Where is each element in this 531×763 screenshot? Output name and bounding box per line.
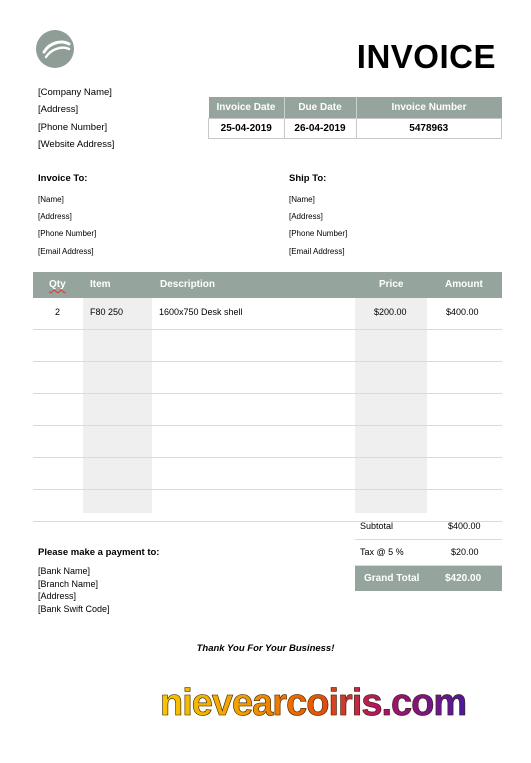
company-phone: [Phone Number] <box>38 121 108 133</box>
invoice-number-value: 5478963 <box>356 119 502 139</box>
table-row <box>33 362 502 394</box>
branch-name: [Branch Name] <box>38 578 99 589</box>
invoice-to-heading: Invoice To: <box>38 173 88 184</box>
table-row <box>33 426 502 458</box>
table-row <box>33 458 502 490</box>
ship-to-phone: [Phone Number] <box>289 229 348 239</box>
tax-label: Tax @ 5 % <box>360 547 404 557</box>
table-row <box>33 394 502 426</box>
qty-header: Qty <box>49 279 66 290</box>
row-description: 1600x750 Desk shell <box>159 307 243 317</box>
subtotal-value: $400.00 <box>448 521 481 531</box>
row-qty: 2 <box>55 307 61 317</box>
company-info <box>38 84 114 153</box>
subtotal-label: Subtotal <box>360 521 394 531</box>
company-name: [Company Name] <box>38 87 112 98</box>
due-date-header: Due Date <box>284 97 356 119</box>
row-item: F80 250 <box>90 307 124 317</box>
grand-total-label: Grand Total <box>364 573 420 584</box>
invoice-to-name: [Name] <box>38 195 64 204</box>
swoosh-logo-icon <box>36 30 74 68</box>
bank-name: [Bank Name] <box>38 566 91 576</box>
ship-to-heading: Ship To: <box>289 173 327 184</box>
company-website: [Website Address] <box>38 138 115 150</box>
invoice-number-header: Invoice Number <box>356 97 502 119</box>
ship-to-block <box>289 191 347 260</box>
bank-swift-code: [Bank Swift Code] <box>38 603 110 614</box>
description-header: Description <box>160 279 216 290</box>
site-watermark: nievearcoiris.com <box>160 682 467 724</box>
invoice-to-block <box>38 191 96 260</box>
payment-heading: Please make a payment to: <box>38 547 160 558</box>
tax-value: $20.00 <box>451 547 479 557</box>
table-row <box>33 298 502 330</box>
table-row <box>33 330 502 362</box>
invoice-to-email: [Email Address] <box>38 246 94 256</box>
amount-header: Amount <box>445 279 483 290</box>
row-amount: $400.00 <box>446 307 479 317</box>
invoice-to-phone: [Phone Number] <box>38 229 97 239</box>
item-header: Item <box>90 279 111 290</box>
company-address: [Address] <box>38 104 79 116</box>
payment-details <box>38 565 110 615</box>
due-date-value: 26-04-2019 <box>284 119 356 139</box>
ship-to-name: [Name] <box>289 195 315 204</box>
grand-total-row <box>355 566 502 591</box>
invoice-date-value: 25-04-2019 <box>209 119 285 139</box>
subtotal-row <box>355 514 502 540</box>
invoice-to-address: [Address] <box>38 212 72 222</box>
invoice-meta-table <box>208 97 502 139</box>
invoice-date-header: Invoice Date <box>209 97 285 119</box>
thank-you-note: Thank You For Your Business! <box>196 643 335 654</box>
grand-total-value: $420.00 <box>445 573 482 584</box>
ship-to-email: [Email Address] <box>289 246 345 256</box>
line-items-table <box>33 272 502 522</box>
company-logo <box>36 30 74 68</box>
items-header-row <box>33 272 502 298</box>
tax-row <box>355 540 502 566</box>
price-header: Price <box>379 279 404 290</box>
bank-address: [Address] <box>38 591 77 601</box>
invoice-title: INVOICE <box>356 38 496 75</box>
row-price: $200.00 <box>374 307 407 317</box>
totals-block <box>355 514 502 591</box>
ship-to-address: [Address] <box>289 212 323 222</box>
